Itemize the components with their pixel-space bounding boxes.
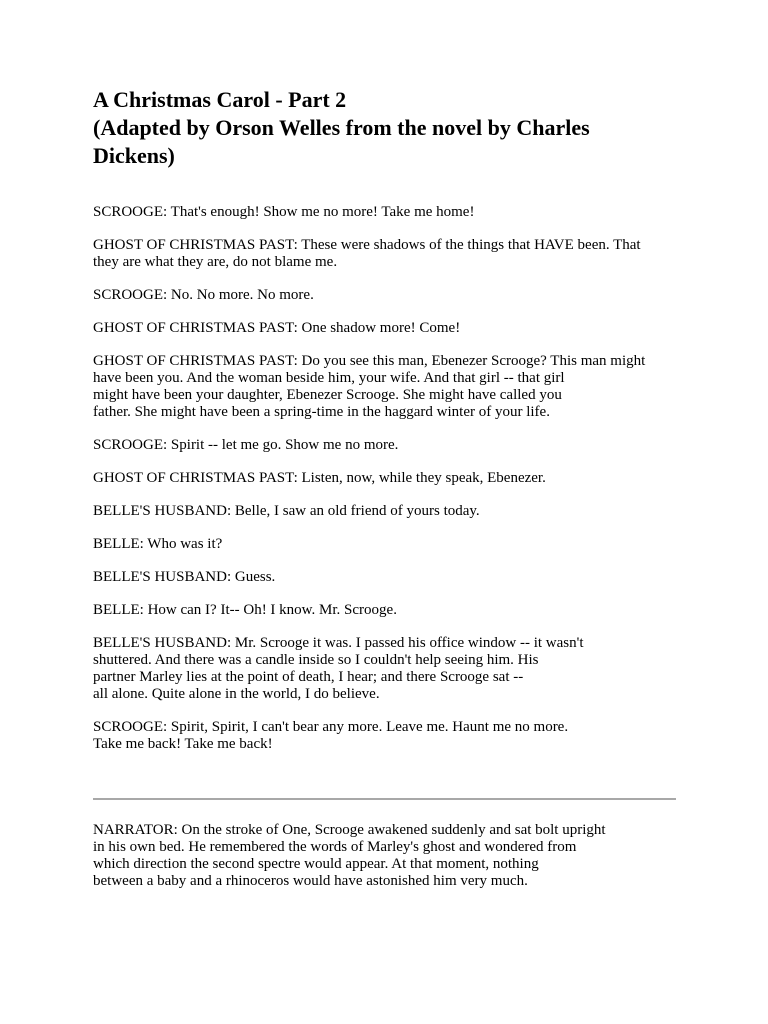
text-line: Take me back! Take me back! [93, 736, 273, 752]
dialogue-paragraph [93, 503, 693, 520]
text-line: in his own bed. He remembered the words of Marley's ghost and wondered from [93, 839, 577, 855]
dialogue-paragraph [93, 237, 693, 271]
text-line: have been you. And the woman beside him, your wife. And that girl -- that girl [93, 370, 565, 386]
text-line: all alone. Quite alone in the world, I do believe. [93, 686, 380, 702]
text-line: GHOST OF CHRISTMAS PAST: Do you see this man, Ebenezer Scrooge? This man might [93, 353, 646, 369]
text-line: which direction the second spectre would appear. At that moment, nothing [93, 856, 539, 872]
section-divider [93, 798, 676, 800]
text-line: might have been your daughter, Ebenezer Scrooge. She might have called you [93, 387, 562, 403]
text-line: between a baby and a rhinoceros would have astonished him very much. [93, 873, 528, 889]
dialogue-paragraph [93, 569, 693, 586]
text-line: father. She might have been a spring-time in the haggard winter of your life. [93, 404, 550, 420]
text-line: NARRATOR: On the stroke of One, Scrooge awakened suddenly and sat bolt upright [93, 822, 606, 838]
dialogue-paragraph [93, 320, 693, 337]
dialogue-paragraph [93, 204, 693, 221]
dialogue-paragraph [93, 719, 693, 753]
text-line: shuttered. And there was a candle inside so I couldn't help seeing him. His [93, 652, 539, 668]
dialogue-paragraph [93, 536, 693, 553]
dialogue-paragraph [93, 635, 693, 703]
text-line: SCROOGE: Spirit -- let me go. Show me no more. [93, 437, 399, 453]
title-line: Dickens) [93, 143, 175, 168]
text-line: BELLE: Who was it? [93, 536, 223, 552]
dialogue-paragraph [93, 470, 693, 487]
text-line: GHOST OF CHRISTMAS PAST: Listen, now, while they speak, Ebenezer. [93, 470, 546, 486]
title-line: A Christmas Carol - Part 2 [93, 87, 347, 112]
dialogue-paragraph [93, 287, 693, 304]
dialogue-paragraph [93, 437, 693, 454]
text-line: partner Marley lies at the point of death, I hear; and there Scrooge sat -- [93, 669, 524, 685]
text-line: GHOST OF CHRISTMAS PAST: These were shadows of the things that HAVE been. That [93, 237, 641, 253]
text-line: they are what they are, do not blame me. [93, 254, 338, 270]
text-line: SCROOGE: Spirit, Spirit, I can't bear any more. Leave me. Haunt me no more. [93, 719, 569, 735]
dialogue-section [93, 204, 693, 753]
text-line: SCROOGE: That's enough! Show me no more! Take me home! [93, 204, 475, 220]
text-line: BELLE'S HUSBAND: Mr. Scrooge it was. I passed his office window -- it wasn't [93, 635, 584, 651]
document-page [93, 86, 693, 769]
text-line: BELLE'S HUSBAND: Belle, I saw an old friend of yours today. [93, 503, 480, 519]
dialogue-paragraph [93, 353, 693, 421]
document-title [93, 86, 693, 170]
narration-section [93, 822, 693, 906]
text-line: BELLE: How can I? It-- Oh! I know. Mr. Scrooge. [93, 602, 397, 618]
title-line: (Adapted by Orson Welles from the novel by Charles [93, 115, 590, 140]
narration-paragraph [93, 822, 693, 890]
text-line: GHOST OF CHRISTMAS PAST: One shadow more! Come! [93, 320, 461, 336]
text-line: BELLE'S HUSBAND: Guess. [93, 569, 276, 585]
text-line: SCROOGE: No. No more. No more. [93, 287, 314, 303]
dialogue-paragraph [93, 602, 693, 619]
